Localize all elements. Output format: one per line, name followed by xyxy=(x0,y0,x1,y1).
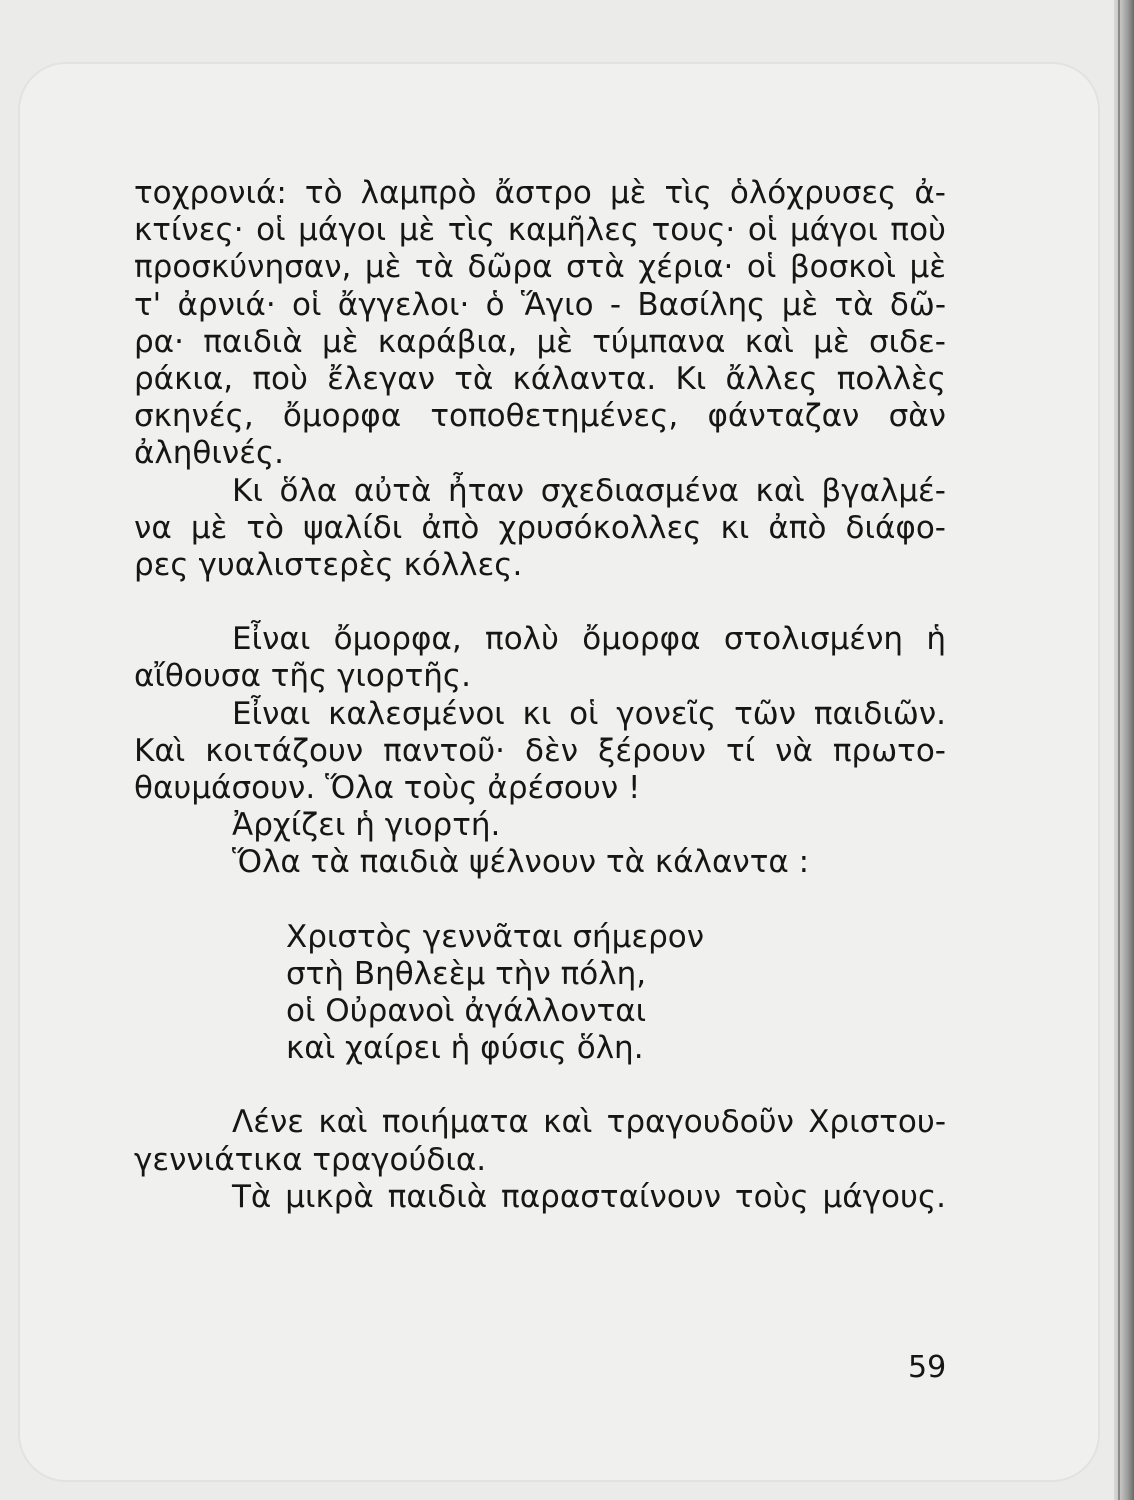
verse-line: στὴ Βηθλεὲμ τὴν πόλη, xyxy=(286,955,647,992)
carol-verse xyxy=(134,919,946,1068)
verse-line: οἱ Οὐρανοὶ ἀγάλλονται xyxy=(286,993,647,1030)
verse-line: καὶ χαίρει ἡ φύσις ὅλη. xyxy=(286,1030,644,1067)
text-line: προσκύνησαν, μὲ τὰ δῶρα στὰ χέρια· οἱ βοσκοὶ μὲ xyxy=(134,249,946,286)
text-line: να μὲ τὸ ψαλίδι ἀπὸ χρυσόκολλες κι ἀπὸ διάφο- xyxy=(134,509,946,546)
text-line: κτίνες· οἱ μάγοι μὲ τὶς καμῆλες τους· οἱ μάγοι ποὺ xyxy=(134,212,946,249)
verse-gap-top xyxy=(134,882,946,919)
text-line: Εἶναι ὄμορφα, πολὺ ὄμορφα στολισμένη ἡ xyxy=(232,621,946,658)
text-line: τ' ἀρνιά· οἱ ἄγγελοι· ὁ Ἅγιο - Βασίλης μὲ τὰ δῶ- xyxy=(134,286,946,323)
text-line: ρα· παιδιὰ μὲ καράβια, μὲ τύμπανα καὶ μὲ σιδε- xyxy=(134,323,946,360)
text-line: θαυμάσουν. Ὅλα τοὺς ἀρέσουν ! xyxy=(134,770,641,807)
book-spine-edge xyxy=(1114,0,1134,1500)
text-line: Ὅλα τὰ παιδιὰ ψέλνουν τὰ κάλαντα : xyxy=(232,844,810,881)
text-line: Καὶ κοιτάζουν παντοῦ· δὲν ξέρουν τί νὰ πρωτο- xyxy=(134,732,946,769)
text-line: Εἶναι καλεσμένοι κι οἱ γονεῖς τῶν παιδιῶν. xyxy=(232,695,946,732)
verse-gap-bottom xyxy=(134,1067,946,1104)
text-line: γεννιάτικα τραγούδια. xyxy=(134,1141,487,1178)
text-line: ρες γυαλιστερὲς κόλλες. xyxy=(134,547,523,584)
text-line: Λένε καὶ ποιήματα καὶ τραγουδοῦν Χριστου- xyxy=(232,1104,946,1141)
text-line: ἀληθινές. xyxy=(134,435,285,472)
verse-line: Χριστὸς γεννᾶται σήμερον xyxy=(286,918,705,955)
paragraph-gap xyxy=(134,584,946,621)
text-line: Κι ὅλα αὐτὰ ἦταν σχεδιασμένα καὶ βγαλμέ- xyxy=(232,472,946,509)
page-number: 59 xyxy=(908,1350,947,1385)
text-line: Τὰ μικρὰ παιδιὰ παρασταίνουν τοὺς μάγους. xyxy=(232,1178,946,1215)
body-text xyxy=(134,175,946,1216)
text-line: ράκια, ποὺ ἔλεγαν τὰ κάλαντα. Κι ἄλλες πολλὲς xyxy=(134,361,946,398)
text-line: σκηνές, ὄμορφα τοποθετημένες, φάνταζαν σὰν xyxy=(134,398,946,435)
text-line: τοχρονιά: τὸ λαμπρὸ ἄστρο μὲ τὶς ὁλόχρυσες ἀ- xyxy=(134,175,946,211)
text-line: αἴθουσα τῆς γιορτῆς. xyxy=(134,658,471,695)
text-line: Ἀρχίζει ἡ γιορτή. xyxy=(232,807,501,844)
